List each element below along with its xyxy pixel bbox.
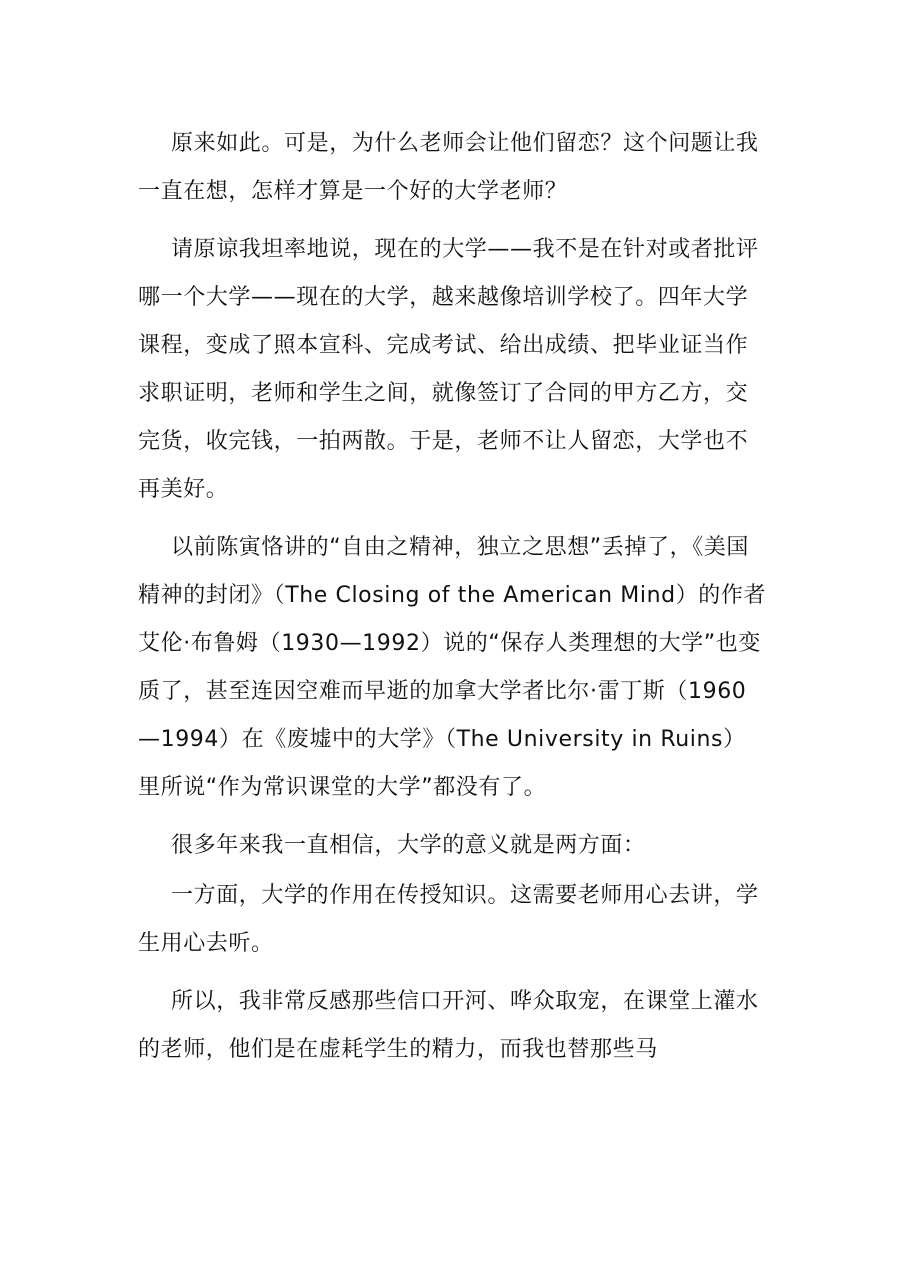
paragraph-4: 很多年来我一直相信，大学的意义就是两方面：	[171, 833, 646, 858]
document-body	[138, 120, 768, 1084]
paragraph-6: 所以，我非常反感那些信口开河、哗众取宠，在课堂上灌水的老师，他们是在虚耗学生的精力，而我也替那些马	[138, 989, 759, 1062]
paragraph-5: 一方面，大学的作用在传授知识。这需要老师用心去讲，学生用心去听。	[138, 883, 759, 956]
paragraph-1: 原来如此。可是，为什么老师会让他们留恋？这个问题让我一直在想，怎样才算是一个好的大学老师？	[138, 131, 759, 204]
paragraph-2: 请原谅我坦率地说，现在的大学——我不是在针对或者批评哪一个大学——现在的大学，越来越像培训学校了。四年大学课程，变成了照本宣科、完成考试、给出成绩、把毕业证当作求职证明，老师和学生之间，就像签订了合同的甲方乙方，交完货，收完钱，一拍两散。于是，老师不让人留恋，大学也不再美好。	[138, 237, 759, 502]
paragraph-3: 以前陈寅恪讲的“自由之精神，独立之思想”丢掉了，《美国精神的封闭》（The Closing of the American Mind）的作者艾伦·布鲁姆（1930—1992）说的“保存人类理想的大学”也变质了，甚至连因空难而早逝的加拿大学者比尔·雷丁斯（1960—1994）在《废墟中的大学》（The University in Ruins）里所说“作为常识课堂的大学”都没有了。	[138, 535, 767, 800]
